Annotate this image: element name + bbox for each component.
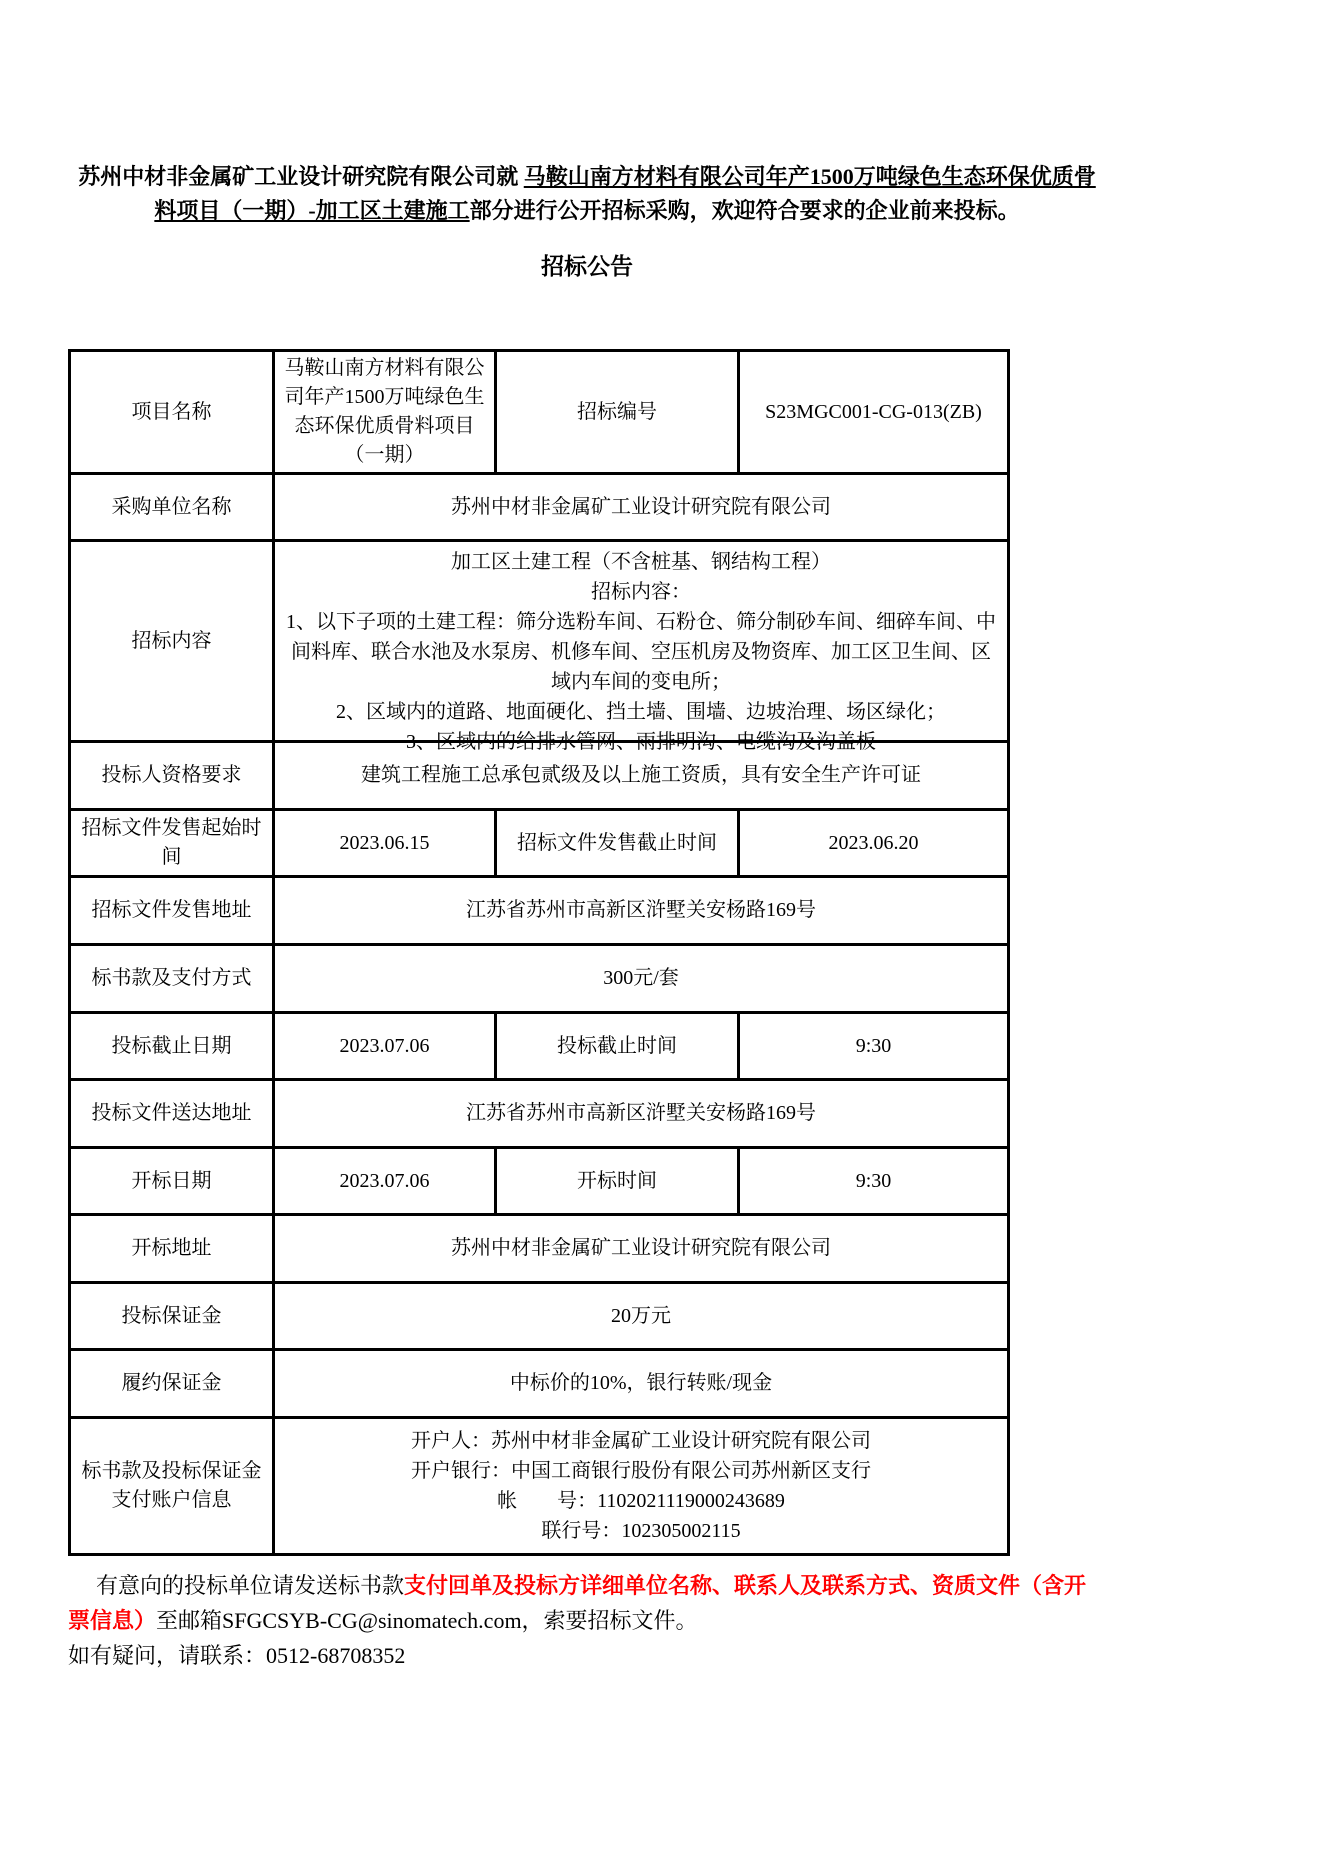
table-row-bid-deadline [70,1013,1009,1080]
page-title: 招标公告 [541,254,633,279]
opening-date-value: 2023.07.06 [274,1148,496,1215]
footer-black-prefix: 有意向的投标单位请发送标书款 [96,1573,405,1598]
doc-sale-start-label: 招标文件发售起始时间 [70,810,274,877]
footer-contact-line: 如有疑问，请联系：0512-68708352 [68,1643,406,1668]
opening-date-label: 开标日期 [70,1148,274,1215]
project-name-value: 马鞍山南方材料有限公司年产1500万吨绿色生态环保优质骨料项目（一期） [274,351,496,474]
bid-deadline-date-value: 2023.07.06 [274,1013,496,1080]
opening-time-value: 9:30 [739,1148,1009,1215]
bid-content-line: 招标内容： [591,581,691,603]
bid-content-text [278,544,1004,753]
footer-red-highlight-text: 支付回单及投标方详细单位名称、联系人及联系方式、资质文件（含开票信息） [68,1573,1087,1633]
bank-code-line: 联行号：102305002115 [541,1520,741,1542]
bid-delivery-addr-value: 江苏省苏州市高新区浒墅关安杨路169号 [274,1080,1009,1148]
table-row-bid-content [70,541,1009,742]
bid-deadline-time-value: 9:30 [739,1013,1009,1080]
document-content [68,160,1106,1673]
table-row-doc-sale-time [70,810,1009,877]
bid-content-line: 3、区域内的给排水管网、雨排明沟、电缆沟及沟盖板 [406,731,876,753]
payment-account-label: 标书款及投标保证金支付账户信息 [70,1418,274,1555]
footer-notes [68,1568,1108,1673]
footer-instruction-paragraph [68,1568,1108,1638]
bid-content-line: 2、区域内的道路、地面硬化、挡土墙、围墙、边坡治理、场区绿化； [336,701,946,723]
bid-content-label: 招标内容 [70,541,274,742]
bid-number-value: S23MGC001-CG-013(ZB) [739,351,1009,474]
bid-deadline-time-label: 投标截止时间 [496,1013,739,1080]
doc-sale-start-value: 2023.06.15 [274,810,496,877]
table-row-performance-bond [70,1350,1009,1418]
intro-suffix: 部分进行公开招标采购，欢迎符合要求的企业前来投标。 [469,198,1020,223]
bid-bond-value: 20万元 [274,1283,1009,1350]
account-holder-line: 开户人：苏州中材非金属矿工业设计研究院有限公司 [411,1430,871,1452]
table-row-bid-delivery-addr [70,1080,1009,1148]
opening-addr-value: 苏州中材非金属矿工业设计研究院有限公司 [274,1215,1009,1283]
bid-announcement-table [68,349,1010,1556]
table-row-project [70,351,1009,474]
qualification-value: 建筑工程施工总承包贰级及以上施工资质，具有安全生产许可证 [274,742,1009,810]
bid-delivery-addr-label: 投标文件送达地址 [70,1080,274,1148]
intro-underlined-project-name: 马鞍山南方材料有限公司年产1500万吨绿色生态环保优质骨料项目（一期）-加工区土建施工 [154,164,1096,223]
doc-sale-end-label: 招标文件发售截止时间 [496,810,739,877]
doc-sale-addr-label: 招标文件发售地址 [70,877,274,945]
project-name-label: 项目名称 [70,351,274,474]
doc-fee-value: 300元/套 [274,945,1009,1013]
qualification-label: 投标人资格要求 [70,742,274,810]
performance-bond-value: 中标价的10%，银行转账/现金 [274,1350,1009,1418]
purchaser-label: 采购单位名称 [70,474,274,541]
opening-addr-label: 开标地址 [70,1215,274,1283]
doc-sale-addr-value: 江苏省苏州市高新区浒墅关安杨路169号 [274,877,1009,945]
opening-time-label: 开标时间 [496,1148,739,1215]
table-row-payment-account [70,1418,1009,1555]
bid-number-label: 招标编号 [496,351,739,474]
table-row-doc-fee [70,945,1009,1013]
doc-sale-end-value: 2023.06.20 [739,810,1009,877]
table-row-doc-sale-addr [70,877,1009,945]
table-row-opening-date [70,1148,1009,1215]
account-bank-line: 开户银行：中国工商银行股份有限公司苏州新区支行 [411,1460,871,1482]
bid-content-line: 1、以下子项的土建工程：筛分选粉车间、石粉仓、筛分制砂车间、细碎车间、中间料库、联合水池及水泵房、机修车间、空压机房及物资库、加工区卫生间、区域内车间的变电所； [286,611,996,693]
bid-bond-label: 投标保证金 [70,1283,274,1350]
payment-account-value [274,1418,1009,1555]
doc-fee-label: 标书款及支付方式 [70,945,274,1013]
intro-prefix: 苏州中材非金属矿工业设计研究院有限公司就 [78,164,524,189]
purchaser-value: 苏州中材非金属矿工业设计研究院有限公司 [274,474,1009,541]
performance-bond-label: 履约保证金 [70,1350,274,1418]
account-number-line: 帐 号：1102021119000243689 [497,1490,785,1512]
intro-paragraph [68,160,1106,228]
table-row-opening-addr [70,1215,1009,1283]
table-row-purchaser [70,474,1009,541]
bid-content-line: 加工区土建工程（不含桩基、钢结构工程） [451,551,831,573]
table-row-bid-bond [70,1283,1009,1350]
bid-content-value [274,541,1009,753]
bid-deadline-date-label: 投标截止日期 [70,1013,274,1080]
footer-black-suffix: 至邮箱SFGCSYB-CG@sinomatech.com，索要招标文件。 [156,1608,698,1633]
